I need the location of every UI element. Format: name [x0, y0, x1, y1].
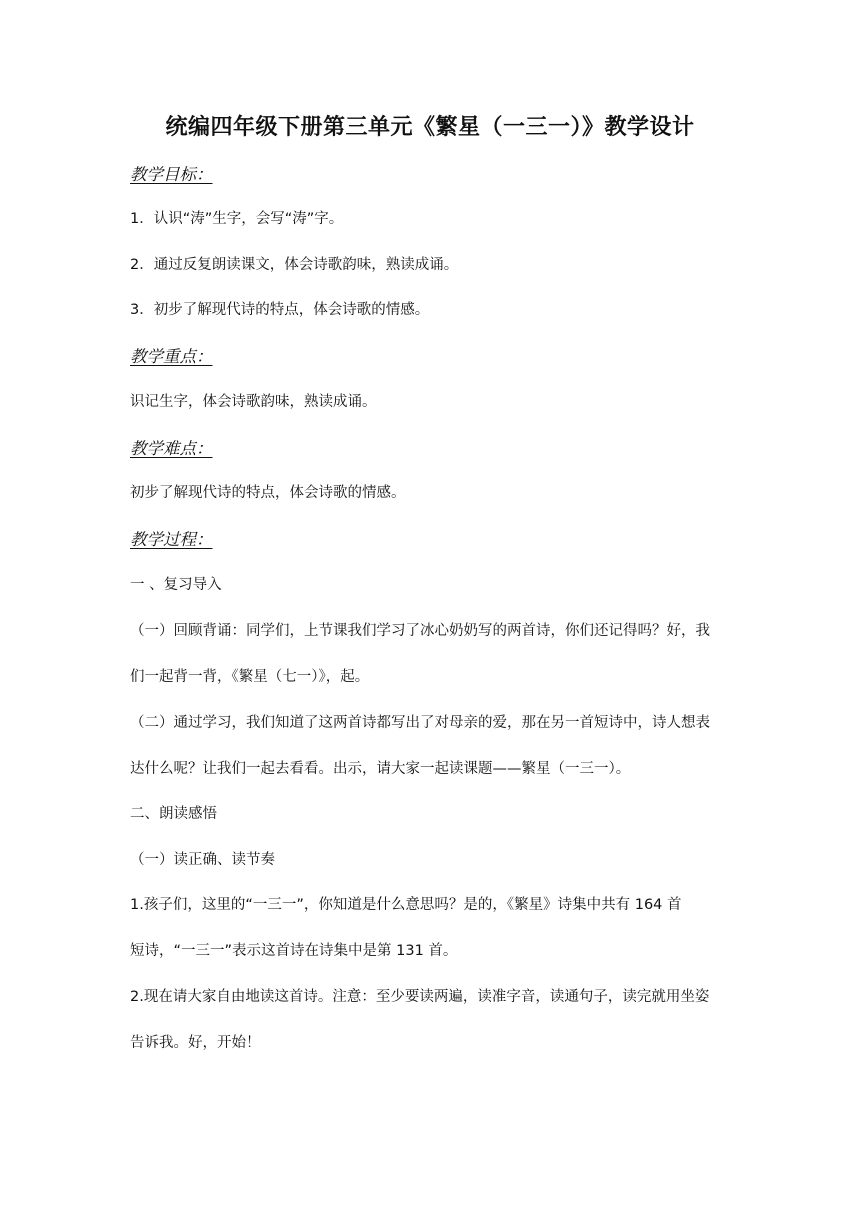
- process-sub1-heading: （一）读正确、读节奏: [130, 852, 275, 868]
- document-title: 统编四年级下册第三单元《繁星（一三一）》教学设计: [165, 115, 695, 140]
- process-paragraph-1-line-1: （一）回顾背诵：同学们，上节课我们学习了冰心奶奶写的两首诗，你们还记得吗？好，我: [130, 623, 710, 639]
- section-heading-difficulties: 教学难点：: [130, 439, 213, 458]
- key-points-text: 识记生字，体会诗歌韵味，熟读成诵。: [130, 394, 377, 410]
- process-paragraph-2-line-2: 达什么呢？让我们一起去看看。出示，请大家一起读课题——繁星（一三一）。: [130, 761, 631, 777]
- section-heading-objectives: 教学目标：: [130, 165, 213, 184]
- objective-item-3: 3．初步了解现代诗的特点，体会诗歌的情感。: [130, 302, 430, 318]
- objective-item-2: 2．通过反复朗读课文，体会诗歌韵味，熟读成诵。: [130, 257, 459, 273]
- process-part2-heading: 二、朗读感悟: [130, 806, 217, 822]
- process-paragraph-3-line-1: 1.孩子们，这里的“一三一”，你知道是什么意思吗？是的，《繁星》诗集中共有 164 首: [130, 897, 682, 913]
- section-heading-process: 教学过程：: [130, 530, 213, 549]
- objective-item-1: 1．认识“涛”生字，会写“涛”字。: [130, 211, 344, 227]
- process-paragraph-2-line-1: （二）通过学习，我们知道了这两首诗都写出了对母亲的爱，那在另一首短诗中，诗人想表: [130, 715, 710, 731]
- process-paragraph-3-line-2: 短诗，“一三一”表示这首诗在诗集中是第 131 首。: [130, 943, 458, 959]
- process-paragraph-1-line-2: 们一起背一背，《繁星（七一）》，起。: [130, 669, 370, 685]
- process-part1-heading: 一 、复习导入: [130, 577, 222, 593]
- process-paragraph-4-line-1: 2.现在请大家自由地读这首诗。注意：至少要读两遍，读准字音，读通句子，读完就用坐姿: [130, 989, 710, 1005]
- process-paragraph-4-line-2: 告诉我。好，开始！: [130, 1035, 261, 1051]
- difficulties-text: 初步了解现代诗的特点，体会诗歌的情感。: [130, 485, 406, 501]
- section-heading-key-points: 教学重点：: [130, 347, 213, 366]
